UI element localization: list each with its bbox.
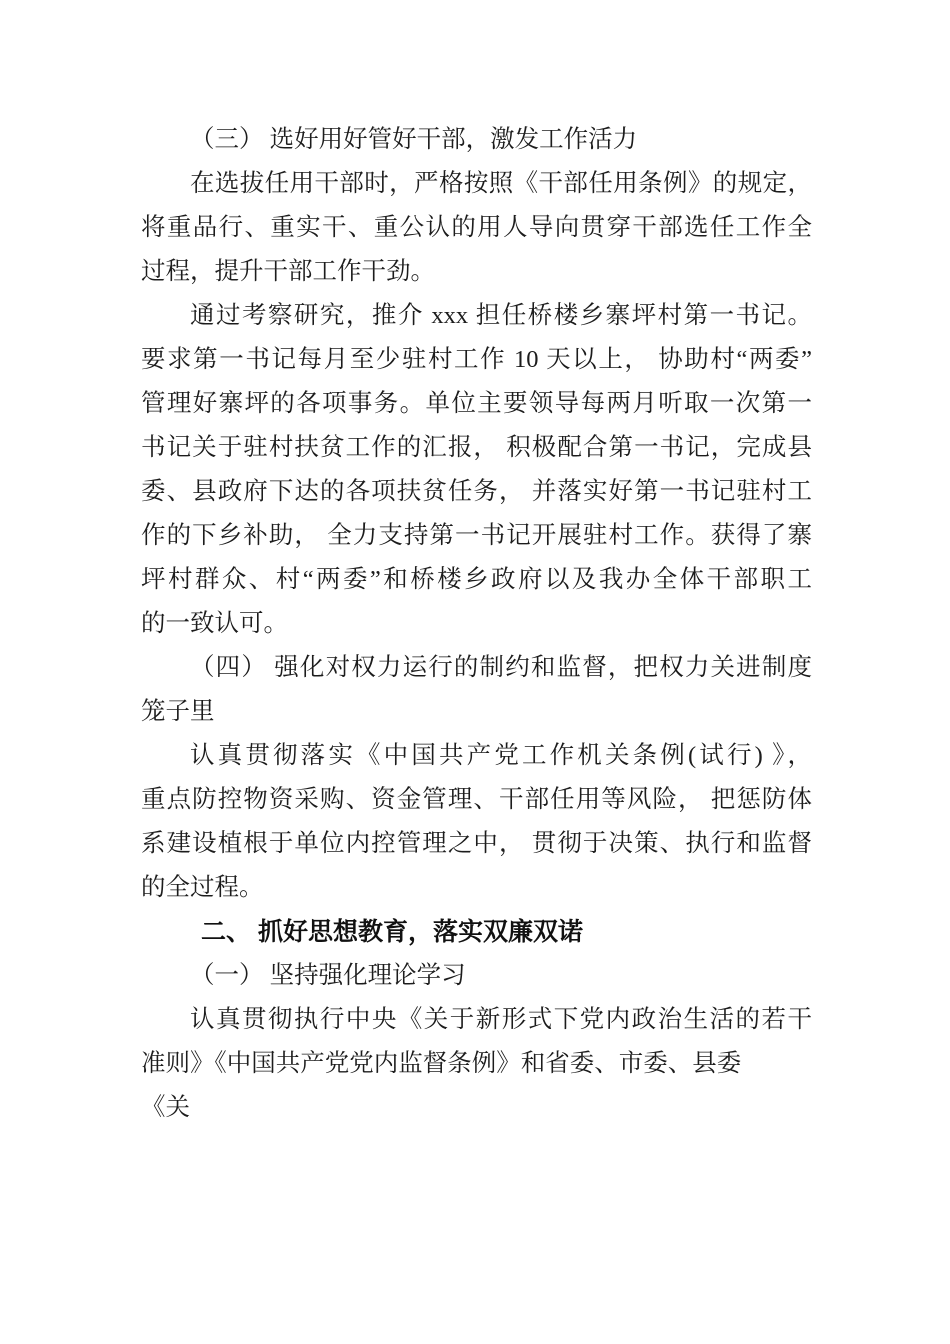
body-line: 过程，提升干部工作干劲。 (141, 258, 435, 285)
body-line: 委、县政府下达的各项扶贫任务， 并落实好第一书记驻村工 (141, 478, 812, 505)
heading-part-2: 二、 抓好思想教育，落实双廉双诺 (201, 918, 583, 946)
body-line: 将重品行、重实干、重公认的用人导向贯穿干部选任工作全 (141, 214, 812, 241)
heading-section-1: （一） 坚持强化理论学习 (190, 962, 466, 989)
body-line: 认真贯彻执行中央《关于新形式下党内政治生活的若干 (190, 1006, 812, 1033)
body-line: 《关 (141, 1094, 190, 1121)
document-text-block (141, 118, 812, 1130)
body-line: 坪村群众、村“两委”和桥楼乡政府以及我办全体干部职工 (141, 566, 812, 593)
body-line: 通过考察研究，推介 xxx 担任桥楼乡寨坪村第一书记。 (190, 302, 812, 329)
heading-section-4-line-2: 笼子里 (141, 698, 215, 725)
body-line: 准则》《中国共产党党内监督条例》和省委、市委、县委 (141, 1050, 742, 1077)
body-line: 的一致认可。 (141, 610, 288, 637)
body-line: 重点防控物资采购、资金管理、干部任用等风险， 把惩防体 (141, 786, 812, 813)
heading-section-4-line-1: （四） 强化对权力运行的制约和监督，把权力关进制度 (190, 654, 812, 681)
body-line: 管理好寨坪的各项事务。单位主要领导每两月听取一次第一 (141, 390, 812, 417)
body-line: 书记关于驻村扶贫工作的汇报， 积极配合第一书记，完成县 (141, 434, 812, 461)
body-line: 作的下乡补助， 全力支持第一书记开展驻村工作。获得了寨 (141, 522, 812, 549)
body-line: 系建设植根于单位内控管理之中， 贯彻于决策、执行和监督 (141, 830, 812, 857)
body-line: 认真贯彻落实《中国共产党工作机关条例(试行) 》， (190, 742, 812, 769)
heading-section-3: （三） 选好用好管好干部，激发工作活力 (190, 126, 638, 153)
body-line: 要求第一书记每月至少驻村工作 10 天以上， 协助村“两委” (141, 346, 812, 373)
body-line: 在选拔任用干部时，严格按照《干部任用条例》的规定， (190, 170, 812, 197)
body-line: 的全过程。 (141, 874, 264, 901)
